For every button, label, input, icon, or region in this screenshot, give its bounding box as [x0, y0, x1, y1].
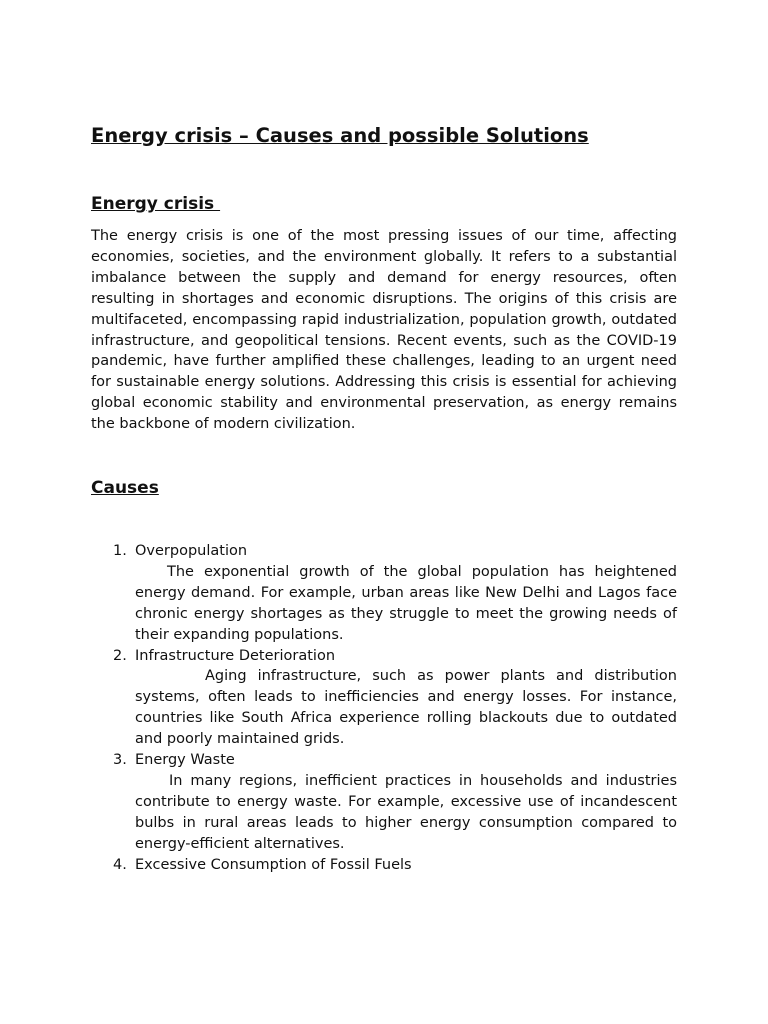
causes-list	[91, 541, 677, 876]
section-heading-causes: Causes	[91, 478, 159, 498]
list-item-title: Excessive Consumption of Fossil Fuels	[135, 856, 412, 873]
list-item-fossil-fuels	[91, 855, 677, 876]
list-item-overpopulation	[91, 541, 677, 646]
document-title: Energy crisis – Causes and possible Solutions	[91, 124, 589, 147]
list-item-number: 3.	[113, 752, 127, 769]
list-item-number: 2.	[113, 647, 127, 664]
section-heading-energy-crisis: Energy crisis	[91, 194, 221, 214]
list-item-body: Aging infrastructure, such as power plants and distribution systems, often leads to inefficiencies and energy losses. For instance, countries like South Africa experience rolling blackouts due to outdated and poorly maintained grids.	[135, 668, 677, 748]
list-item-title: Infrastructure Deterioration	[135, 647, 336, 664]
list-item-number: 1.	[113, 543, 127, 559]
list-item-number: 4.	[113, 856, 127, 873]
energy-crisis-paragraph: The energy crisis is one of the most pressing issues of our time, affecting economies, societies, and the environment globally. It refers to a substantial imbalance between the supply and demand for energy resources, often resulting in shortages and economic disruptions. The origins of this crisis are multifaceted, encompassing rapid industrialization, population growth, outdated infrastructure, and geopolitical tensions. Recent events, such as the COVID-19 pandemic, have further amplified these challenges, leading to an urgent need for sustainable energy solutions. Addressing this crisis is essential for achieving global economic stability and environmental preservation, as energy remains the backbone of modern civilization.	[91, 228, 677, 433]
list-item-body: The exponential growth of the global population has heightened energy demand. For example, urban areas like New Delhi and Lagos face chronic energy shortages as they struggle to meet the growing needs of their expanding populations.	[135, 563, 677, 643]
list-item-energy-waste	[91, 750, 677, 855]
list-item-title: Overpopulation	[135, 543, 248, 559]
list-item-body: In many regions, inefficient practices in households and industries contribute to energy waste. For example, excessive use of incandescent bulbs in rural areas leads to higher energy consumption compared to energy-efficient alternatives.	[135, 772, 677, 852]
list-item-title: Energy Waste	[135, 752, 235, 769]
list-item-infrastructure-deterioration	[91, 646, 677, 751]
